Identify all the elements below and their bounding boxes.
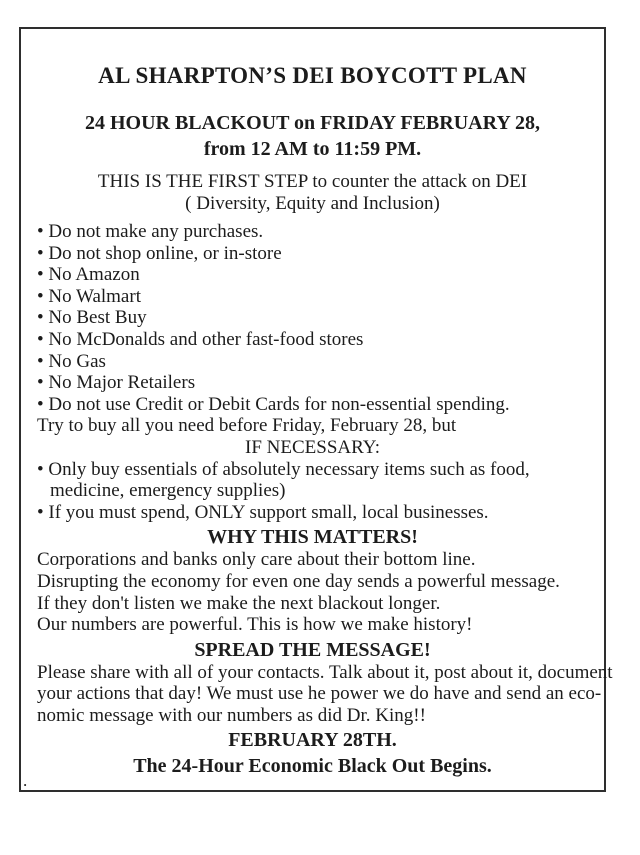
intro-line: ( Diversity, Equity and Inclusion) <box>185 193 440 214</box>
why-this-matters-lines <box>37 549 588 635</box>
flyer-title: AL SHARPTON’S DEI BOYCOTT PLAN <box>98 63 527 88</box>
why-line: If they don't listen we make the next blackout longer. <box>37 592 441 614</box>
spread-message-lines <box>37 661 613 727</box>
rule-line: • No Major Retailers <box>37 372 196 394</box>
rule-line: medicine, emergency supplies) <box>50 480 286 502</box>
rule-line: • No McDonalds and other fast-food stores <box>37 328 364 350</box>
why-line: Our numbers are powerful. This is how we make history! <box>37 614 473 636</box>
spread-message-heading: SPREAD THE MESSAGE! <box>194 638 431 661</box>
rule-line: Try to buy all you need before Friday, February 28, but <box>37 415 457 437</box>
spread-line: your actions that day! We must use he power we do have and send an eco- <box>37 683 602 705</box>
rule-line: • Do not use Credit or Debit Cards for non-essential spending. <box>37 393 510 415</box>
footer-closing-line: The 24-Hour Economic Black Out Begins. <box>133 755 492 778</box>
rule-line: IF NECESSARY: <box>245 436 380 458</box>
rule-line: • No Walmart <box>37 285 141 307</box>
rule-line: • If you must spend, ONLY support small, local businesses. <box>37 501 489 523</box>
flyer-subtitle <box>37 110 588 162</box>
rule-line: • Do not make any purchases. <box>37 221 264 242</box>
intro-line: THIS IS THE FIRST STEP to counter the attack on DEI <box>97 171 528 192</box>
footer-date-line: FEBRUARY 28TH. <box>228 729 397 752</box>
spread-line: Please share with all of your contacts. Talk about it, post about it, document <box>37 661 613 683</box>
rule-line: • Do not shop online, or in-store <box>37 242 282 264</box>
spread-line: nomic message with our numbers as did Dr. King!! <box>37 704 426 726</box>
rule-line: • No Gas <box>37 350 106 372</box>
rule-line: • No Best Buy <box>37 307 147 329</box>
stray-period-mark: . <box>23 771 28 790</box>
why-line: Corporations and banks only care about their bottom line. <box>37 549 476 571</box>
subtitle-line: 24 HOUR BLACKOUT on FRIDAY FEBRUARY 28, <box>84 112 541 134</box>
flyer-border-box <box>19 27 613 792</box>
why-this-matters-heading: WHY THIS MATTERS! <box>207 526 418 549</box>
subtitle-line: from 12 AM to 11:59 PM. <box>203 138 422 160</box>
boycott-rules-list <box>37 221 588 523</box>
flyer-intro <box>37 171 588 215</box>
rule-line: • No Amazon <box>37 264 140 286</box>
rule-line: • Only buy essentials of absolutely necessary items such as food, <box>37 458 530 480</box>
why-line: Disrupting the economy for even one day sends a powerful message. <box>37 570 560 592</box>
